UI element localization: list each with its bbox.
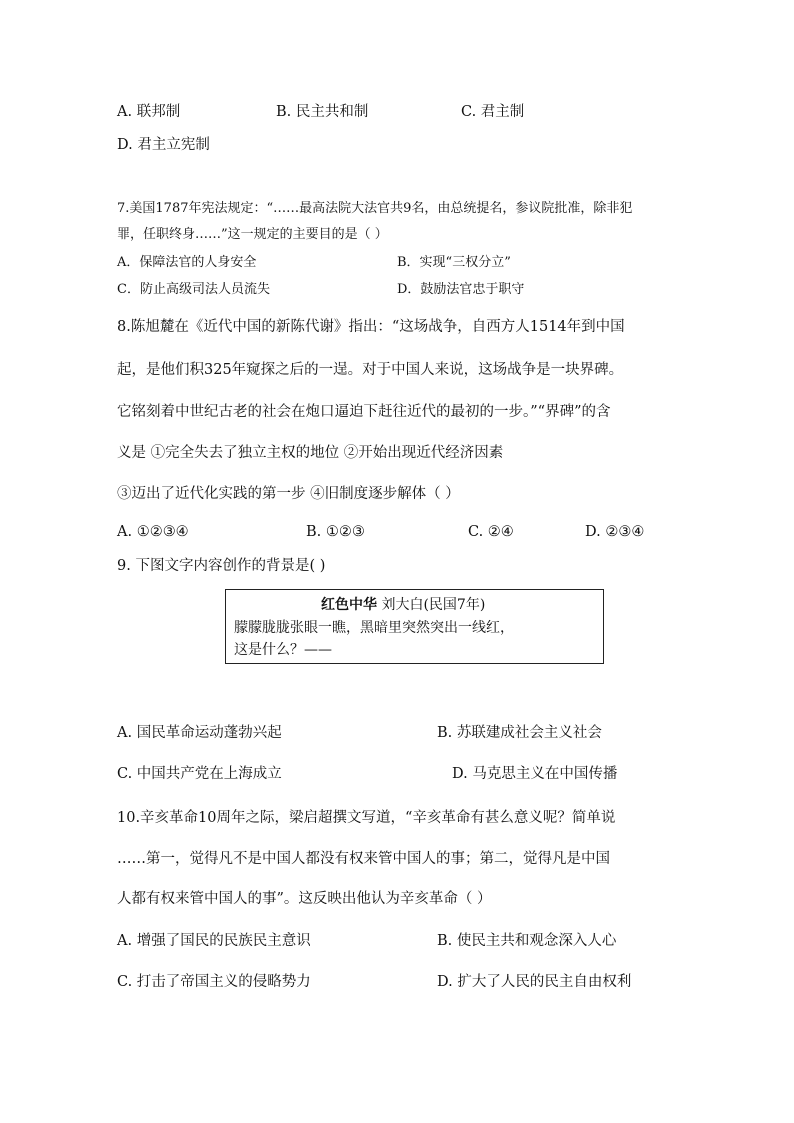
q6-option-b: B. 民主共和制 <box>276 104 369 120</box>
q9-option-d: D. 马克思主义在中国传播 <box>452 766 618 782</box>
q7-option-b: B．实现“三权分立” <box>397 255 511 270</box>
q6-option-d: D. 君主立宪制 <box>117 137 210 153</box>
q8-stem-line-4: 义是 ①完全失去了独立主权的地位 ②开始出现近代经济因素 <box>117 445 504 461</box>
q8-stem-line-5: ③迈出了近代化实践的第一步 ④旧制度逐步解体（ ） <box>117 486 460 502</box>
q10-stem-line-3: 人都有权来管中国人的事”。这反映出他认为辛亥革命（ ） <box>117 891 492 907</box>
q8-stem-line-2: 起，是他们积325年窥探之后的一逞。对于中国人来说，这场战争是一块界碑。 <box>117 362 624 378</box>
q10-option-d: D. 扩大了人民的民主自由权利 <box>437 974 632 990</box>
q7-option-d: D．鼓励法官忠于职守 <box>397 282 525 297</box>
poem-title-name: 红色中华 <box>321 597 377 613</box>
q8-option-d: D. ②③④ <box>585 524 645 540</box>
q6-option-a: A. 联邦制 <box>117 104 181 120</box>
poem-line-2: 这是什么？—— <box>234 642 332 658</box>
q9-option-c: C. 中国共产党在上海成立 <box>117 766 282 782</box>
q8-option-b: B. ①②③ <box>306 524 365 540</box>
q9-stem: 9. 下图文字内容创作的背景是( ) <box>117 558 326 574</box>
q8-option-c: C. ②④ <box>468 524 514 540</box>
q8-option-a: A. ①②③④ <box>117 524 189 540</box>
q10-option-a: A. 增强了国民的民族民主意识 <box>117 933 311 949</box>
q9-poem-box <box>225 589 604 664</box>
poem-line-1: 朦朦胧胧张眼一瞧，黑暗里突然突出一线红， <box>234 620 514 636</box>
q10-stem-line-1: 10.辛亥革命10周年之际，梁启超撰文写道，“辛亥革命有甚么意义呢？简单说 <box>117 810 616 826</box>
q10-option-b: B. 使民主共和观念深入人心 <box>437 933 617 949</box>
poem-title <box>321 594 485 614</box>
q10-stem-line-2: ……第一，觉得凡不是中国人都没有权来管中国人的事；第二，觉得凡是中国 <box>117 851 610 867</box>
q8-stem-line-1: 8.陈旭麓在《近代中国的新陈代谢》指出：“这场战争，自西方人1514年到中国 <box>117 319 625 335</box>
q10-option-c: C. 打击了帝国主义的侵略势力 <box>117 974 311 990</box>
q6-option-c: C. 君主制 <box>461 104 525 120</box>
poem-author: 刘大白(民国7年) <box>377 597 486 613</box>
q7-stem-line-1: 7.美国1787年宪法规定：“……最高法院大法官共9名，由总统提名，参议院批准，除非犯 <box>117 201 633 216</box>
q8-stem-line-3: 它铭刻着中世纪古老的社会在炮口逼迫下赶往近代的最初的一步。”“界碑”的含 <box>117 404 611 420</box>
q7-stem-line-2: 罪，任职终身……”这一规定的主要目的是（ ） <box>117 227 388 242</box>
q7-option-a: A．保障法官的人身安全 <box>117 255 257 270</box>
q7-option-c: C．防止高级司法人员流失 <box>117 282 270 297</box>
q9-option-a: A. 国民革命运动蓬勃兴起 <box>117 725 282 741</box>
q9-option-b: B. 苏联建成社会主义社会 <box>437 725 602 741</box>
